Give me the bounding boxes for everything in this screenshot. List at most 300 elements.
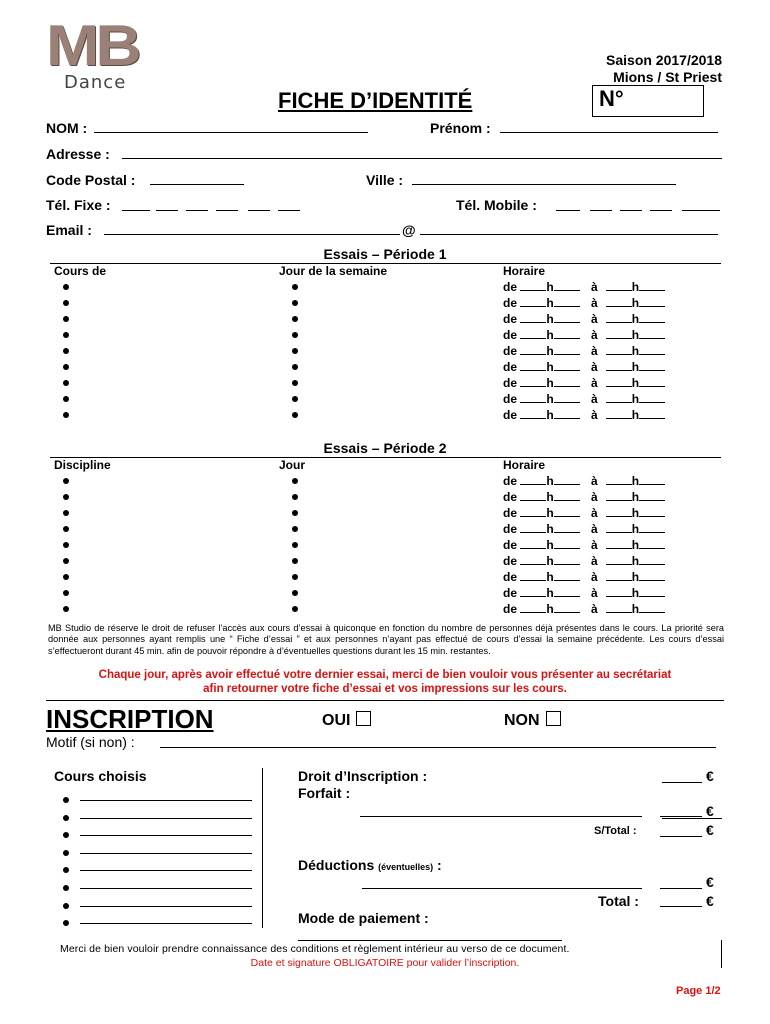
a-label: à	[591, 522, 598, 536]
start-hour-field[interactable]	[520, 295, 546, 307]
bullet-icon	[292, 574, 298, 580]
prenom-label: Prénom :	[430, 120, 491, 136]
de-label: de	[503, 360, 518, 374]
bullet-icon	[63, 494, 69, 500]
start-hour-field[interactable]	[520, 553, 546, 565]
end-hour-field[interactable]	[606, 521, 632, 533]
de-label: de	[503, 506, 518, 520]
h-label: h	[546, 392, 554, 406]
de-label: de	[503, 376, 518, 390]
start-hour-field[interactable]	[520, 537, 546, 549]
end-minute-field[interactable]	[639, 601, 665, 613]
bullet-icon	[292, 494, 298, 500]
periode2-row	[50, 473, 721, 489]
bullet-icon	[292, 542, 298, 548]
bullet-icon	[292, 412, 298, 418]
a-label: à	[591, 280, 598, 294]
bullet-icon	[63, 797, 69, 803]
de-label: de	[503, 490, 518, 504]
stotal-euro: €	[706, 822, 714, 838]
end-minute-field[interactable]	[639, 505, 665, 517]
h-label: h	[546, 538, 554, 552]
nom-label: NOM :	[46, 120, 88, 136]
total-euro: €	[706, 893, 714, 909]
bullet-icon	[292, 396, 298, 402]
end-minute-field[interactable]	[639, 537, 665, 549]
end-hour-field[interactable]	[606, 489, 632, 501]
red-notice-line2: afin retourner votre fiche d’essai et vos impressions sur les cours.	[203, 683, 567, 695]
start-minute-field[interactable]	[554, 601, 580, 613]
horaire-cell[interactable]	[503, 489, 721, 505]
start-hour-field[interactable]	[520, 601, 546, 613]
h-label: h	[631, 344, 640, 358]
bullet-icon	[63, 590, 69, 596]
periode1-row	[50, 359, 721, 375]
forfait-detail-field[interactable]	[360, 816, 642, 817]
stotal-field[interactable]	[660, 836, 702, 837]
bullet-icon	[292, 316, 298, 322]
bullet-icon	[63, 364, 69, 370]
deductions-amount-field[interactable]	[660, 888, 702, 889]
end-minute-field[interactable]	[639, 279, 665, 291]
de-label: de	[503, 296, 518, 310]
cours-choisi-field[interactable]	[80, 800, 252, 801]
oui-checkbox[interactable]	[356, 711, 371, 726]
periode1-col-horaire: Horaire	[503, 264, 721, 280]
horaire-cell[interactable]	[503, 585, 721, 601]
red-notice-line1: Chaque jour, après avoir effectué votre dernier essai, merci de bien vouloir vous présenter au secrétariat	[98, 669, 672, 681]
start-hour-field[interactable]	[520, 489, 546, 501]
end-minute-field[interactable]	[639, 569, 665, 581]
oui-option[interactable]	[322, 711, 371, 730]
periode1-row	[50, 375, 721, 391]
h-label: h	[546, 490, 554, 504]
h-label: h	[546, 474, 554, 488]
h-label: h	[631, 360, 640, 374]
h-label: h	[631, 328, 640, 342]
a-label: à	[591, 586, 598, 600]
end-hour-field[interactable]	[606, 391, 632, 403]
email-user-field[interactable]	[104, 234, 400, 235]
season-block	[606, 52, 722, 86]
periode1-row	[50, 407, 721, 423]
h-label: h	[631, 376, 640, 390]
periode2-row	[50, 569, 721, 585]
a-label: à	[591, 344, 598, 358]
nom-field[interactable]	[94, 132, 368, 133]
a-label: à	[591, 554, 598, 568]
bullet-icon	[63, 558, 69, 564]
tel-fixe-label: Tél. Fixe :	[46, 197, 111, 213]
start-hour-field[interactable]	[520, 279, 546, 291]
number-label: N°	[599, 86, 624, 111]
horaire-cell[interactable]	[503, 407, 721, 423]
bullet-icon	[292, 510, 298, 516]
a-label: à	[591, 296, 598, 310]
adresse-field[interactable]	[122, 158, 722, 159]
end-minute-field[interactable]	[639, 295, 665, 307]
start-hour-field[interactable]	[520, 407, 546, 419]
de-label: de	[503, 602, 518, 616]
start-hour-field[interactable]	[520, 359, 546, 371]
horaire-cell[interactable]	[503, 391, 721, 407]
periode1-row	[50, 391, 721, 407]
mode-paiement-field[interactable]	[298, 940, 562, 941]
forfait-label: Forfait :	[298, 785, 351, 801]
a-label: à	[591, 392, 598, 406]
end-minute-field[interactable]	[639, 391, 665, 403]
start-hour-field[interactable]	[520, 311, 546, 323]
end-hour-field[interactable]	[606, 327, 632, 339]
droit-euro: €	[706, 768, 714, 784]
start-minute-field[interactable]	[554, 295, 580, 307]
h-label: h	[631, 506, 640, 520]
horaire-cell[interactable]	[503, 343, 721, 359]
cours-choisis-title: Cours choisis	[54, 768, 147, 784]
de-label: de	[503, 408, 518, 422]
end-hour-field[interactable]	[606, 279, 632, 291]
bullet-icon	[63, 380, 69, 386]
eventuelles-text: (éventuelles)	[378, 862, 434, 872]
bullet-icon	[292, 380, 298, 386]
start-hour-field[interactable]	[520, 569, 546, 581]
end-hour-field[interactable]	[606, 407, 632, 419]
deductions-euro: €	[706, 874, 714, 890]
cours-choisi-field[interactable]	[80, 853, 252, 854]
a-label: à	[591, 506, 598, 520]
horaire-cell[interactable]	[503, 569, 721, 585]
horaire-cell[interactable]	[503, 359, 721, 375]
end-hour-field[interactable]	[606, 601, 632, 613]
prenom-field[interactable]	[500, 132, 718, 133]
bullet-icon	[63, 903, 69, 909]
end-hour-field[interactable]	[606, 343, 632, 355]
bullet-icon	[63, 885, 69, 891]
deductions-colon: :	[437, 857, 442, 873]
periode1-col-cours: Cours de	[50, 264, 279, 280]
de-label: de	[503, 522, 518, 536]
periode2-row	[50, 521, 721, 537]
horaire-cell[interactable]	[503, 521, 721, 537]
h-label: h	[631, 602, 640, 616]
start-minute-field[interactable]	[554, 521, 580, 533]
end-minute-field[interactable]	[639, 327, 665, 339]
end-minute-field[interactable]	[639, 553, 665, 565]
end-hour-field[interactable]	[606, 569, 632, 581]
end-minute-field[interactable]	[639, 311, 665, 323]
bullet-icon	[63, 332, 69, 338]
start-minute-field[interactable]	[554, 473, 580, 485]
bullet-icon	[63, 284, 69, 290]
email-label: Email :	[46, 222, 92, 238]
h-label: h	[546, 602, 554, 616]
h-label: h	[546, 376, 554, 390]
bullet-icon	[63, 526, 69, 532]
cours-choisi-field[interactable]	[80, 818, 252, 819]
start-minute-field[interactable]	[554, 359, 580, 371]
h-label: h	[631, 586, 640, 600]
de-label: de	[503, 586, 518, 600]
motif-field[interactable]	[160, 747, 716, 748]
end-minute-field[interactable]	[639, 585, 665, 597]
bullet-icon	[63, 815, 69, 821]
email-domain-field[interactable]	[420, 234, 718, 235]
horaire-cell[interactable]	[503, 473, 721, 489]
season-text: Saison 2017/2018	[606, 52, 722, 68]
page-number: Page 1/2	[676, 985, 721, 997]
bullet-icon	[292, 364, 298, 370]
h-label: h	[631, 522, 640, 536]
start-hour-field[interactable]	[520, 391, 546, 403]
bullet-icon	[63, 510, 69, 516]
bullet-icon	[63, 542, 69, 548]
bullet-icon	[63, 606, 69, 612]
start-hour-field[interactable]	[520, 585, 546, 597]
bullet-icon	[63, 832, 69, 838]
end-hour-field[interactable]	[606, 505, 632, 517]
de-label: de	[503, 312, 518, 326]
end-hour-field[interactable]	[606, 359, 632, 371]
logo	[44, 12, 148, 93]
a-label: à	[591, 328, 598, 342]
bullet-icon	[292, 526, 298, 532]
start-minute-field[interactable]	[554, 327, 580, 339]
end-minute-field[interactable]	[639, 407, 665, 419]
h-label: h	[631, 490, 640, 504]
start-minute-field[interactable]	[554, 505, 580, 517]
end-minute-field[interactable]	[639, 343, 665, 355]
code-postal-field[interactable]	[150, 184, 244, 185]
h-label: h	[546, 570, 554, 584]
bullet-icon	[292, 558, 298, 564]
droit-field[interactable]	[662, 782, 702, 783]
de-label: de	[503, 554, 518, 568]
start-minute-field[interactable]	[554, 585, 580, 597]
a-label: à	[591, 474, 598, 488]
bullet-icon	[292, 284, 298, 290]
forfait-amount-field[interactable]	[660, 816, 702, 817]
periode2-row	[50, 553, 721, 569]
end-hour-field[interactable]	[606, 537, 632, 549]
a-label: à	[591, 570, 598, 584]
horaire-cell[interactable]	[503, 327, 721, 343]
h-label: h	[631, 296, 640, 310]
de-label: de	[503, 344, 518, 358]
end-minute-field[interactable]	[639, 473, 665, 485]
start-minute-field[interactable]	[554, 407, 580, 419]
h-label: h	[546, 312, 554, 326]
start-minute-field[interactable]	[554, 489, 580, 501]
bullet-icon	[63, 478, 69, 484]
h-label: h	[546, 408, 554, 422]
h-label: h	[631, 312, 640, 326]
periode2-table	[50, 457, 721, 617]
horaire-cell[interactable]	[503, 375, 721, 391]
number-field[interactable]	[592, 85, 704, 117]
end-hour-field[interactable]	[606, 311, 632, 323]
total-field[interactable]	[660, 906, 702, 907]
periode2-row	[50, 537, 721, 553]
start-hour-field[interactable]	[520, 521, 546, 533]
h-label: h	[631, 554, 640, 568]
h-label: h	[631, 280, 640, 294]
a-label: à	[591, 360, 598, 374]
bullet-icon	[292, 300, 298, 306]
end-minute-field[interactable]	[639, 489, 665, 501]
h-label: h	[546, 586, 554, 600]
bullet-icon	[63, 316, 69, 322]
start-hour-field[interactable]	[520, 343, 546, 355]
start-hour-field[interactable]	[520, 327, 546, 339]
a-label: à	[591, 408, 598, 422]
de-label: de	[503, 570, 518, 584]
start-minute-field[interactable]	[554, 391, 580, 403]
periode1-row	[50, 343, 721, 359]
ville-field[interactable]	[412, 184, 676, 185]
bullet-icon	[63, 920, 69, 926]
page-title: FICHE D’IDENTITÉ	[278, 88, 473, 113]
h-label: h	[546, 280, 554, 294]
horaire-cell[interactable]	[503, 279, 721, 295]
adresse-label: Adresse :	[46, 146, 110, 162]
ville-label: Ville :	[366, 172, 404, 188]
h-label: h	[546, 344, 554, 358]
h-label: h	[631, 408, 640, 422]
bullet-icon	[63, 412, 69, 418]
droit-label: Droit d’Inscription :	[298, 768, 428, 784]
end-hour-field[interactable]	[606, 295, 632, 307]
horaire-cell[interactable]	[503, 601, 721, 617]
forfait-euro: €	[706, 803, 714, 819]
bullet-icon	[63, 300, 69, 306]
h-label: h	[546, 328, 554, 342]
start-hour-field[interactable]	[520, 505, 546, 517]
de-label: de	[503, 280, 518, 294]
bullet-icon	[292, 606, 298, 612]
periode1-row	[50, 327, 721, 343]
logo-subtitle: Dance	[64, 72, 127, 93]
location-text: Mions / St Priest	[613, 69, 722, 85]
horaire-cell[interactable]	[503, 505, 721, 521]
stotal-label: S/Total :	[594, 825, 637, 837]
cours-choisi-field[interactable]	[80, 888, 252, 889]
a-label: à	[591, 312, 598, 326]
logo-letters: MB	[46, 12, 138, 78]
h-label: h	[631, 392, 640, 406]
horaire-cell[interactable]	[503, 553, 721, 569]
periode2-title: Essais – Période 2	[323, 440, 447, 456]
h-label: h	[631, 570, 640, 584]
inscription-title: INSCRIPTION	[46, 704, 214, 734]
de-label: de	[503, 474, 518, 488]
start-hour-field[interactable]	[520, 375, 546, 387]
de-label: de	[503, 538, 518, 552]
email-at: @	[402, 222, 416, 238]
bullet-icon	[63, 348, 69, 354]
periode2-col-horaire: Horaire	[503, 458, 721, 474]
horaire-cell[interactable]	[503, 311, 721, 327]
h-label: h	[631, 474, 640, 488]
column-divider	[262, 768, 263, 928]
end-minute-field[interactable]	[639, 359, 665, 371]
total-label: Total :	[598, 893, 639, 909]
de-label: de	[503, 392, 518, 406]
bullet-icon	[63, 867, 69, 873]
start-minute-field[interactable]	[554, 375, 580, 387]
h-label: h	[546, 506, 554, 520]
end-hour-field[interactable]	[606, 585, 632, 597]
footer-notice: Merci de bien vouloir prendre connaissance des conditions et règlement intérieur au verso de ce document.	[60, 943, 570, 955]
bullet-icon	[63, 396, 69, 402]
start-minute-field[interactable]	[554, 569, 580, 581]
periode1-title: Essais – Période 1	[323, 246, 447, 262]
periode2-col-discipline: Discipline	[50, 458, 279, 474]
end-minute-field[interactable]	[639, 375, 665, 387]
h-label: h	[546, 554, 554, 568]
a-label: à	[591, 376, 598, 390]
h-label: h	[546, 296, 554, 310]
horaire-cell[interactable]	[503, 295, 721, 311]
bullet-icon	[292, 478, 298, 484]
bullet-icon	[292, 332, 298, 338]
non-label: NON	[504, 712, 540, 729]
start-minute-field[interactable]	[554, 343, 580, 355]
stotal-rule	[662, 818, 722, 819]
cours-choisi-field[interactable]	[80, 870, 252, 871]
non-option[interactable]	[504, 711, 561, 730]
periode1-row	[50, 295, 721, 311]
start-minute-field[interactable]	[554, 311, 580, 323]
start-hour-field[interactable]	[520, 473, 546, 485]
h-label: h	[631, 538, 640, 552]
periode2-row	[50, 505, 721, 521]
end-minute-field[interactable]	[639, 521, 665, 533]
a-label: à	[591, 538, 598, 552]
cours-choisi-field[interactable]	[80, 923, 252, 924]
cours-choisi-field[interactable]	[80, 835, 252, 836]
motif-label: Motif (si non) :	[46, 734, 135, 750]
periode2-row	[50, 585, 721, 601]
periode2-row	[50, 601, 721, 617]
horaire-cell[interactable]	[503, 537, 721, 553]
bullet-icon	[63, 574, 69, 580]
periode2-col-jour: Jour	[279, 458, 503, 474]
notice-paragraph: MB Studio de réserve le droit de refuser l’accès aux cours d’essai à quiconque en fonction du nombre de personnes déjà présentes dans le cours. La priorité sera donnée aux personnes ayant remplis une “ Fiche d’essai ” et aux personnes n’ayant pas effectué de cours d’essai la semaine précédente. Les cours d’essai s’effectueront durant 45 min. afin de pouvoir répondre à d’éventuelles questions durant les 15 min. restantes.	[48, 623, 724, 656]
periode1-table	[50, 263, 721, 423]
deductions-label	[298, 857, 442, 873]
periode1-col-jour: Jour de la semaine	[279, 264, 503, 280]
de-label: de	[503, 328, 518, 342]
oui-label: OUI	[322, 712, 351, 729]
h-label: h	[546, 360, 554, 374]
mode-paiement-label: Mode de paiement :	[298, 910, 429, 926]
start-minute-field[interactable]	[554, 553, 580, 565]
deductions-detail-field[interactable]	[362, 888, 642, 889]
bullet-icon	[292, 348, 298, 354]
deductions-text: Déductions	[298, 857, 375, 873]
a-label: à	[591, 602, 598, 616]
end-hour-field[interactable]	[606, 375, 632, 387]
non-checkbox[interactable]	[546, 711, 561, 726]
footer-signature-notice: Date et signature OBLIGATOIRE pour valider l’inscription.	[250, 957, 520, 969]
end-hour-field[interactable]	[606, 473, 632, 485]
end-hour-field[interactable]	[606, 553, 632, 565]
start-minute-field[interactable]	[554, 537, 580, 549]
cours-choisi-field[interactable]	[80, 906, 252, 907]
h-label: h	[546, 522, 554, 536]
divider	[46, 700, 724, 701]
start-minute-field[interactable]	[554, 279, 580, 291]
